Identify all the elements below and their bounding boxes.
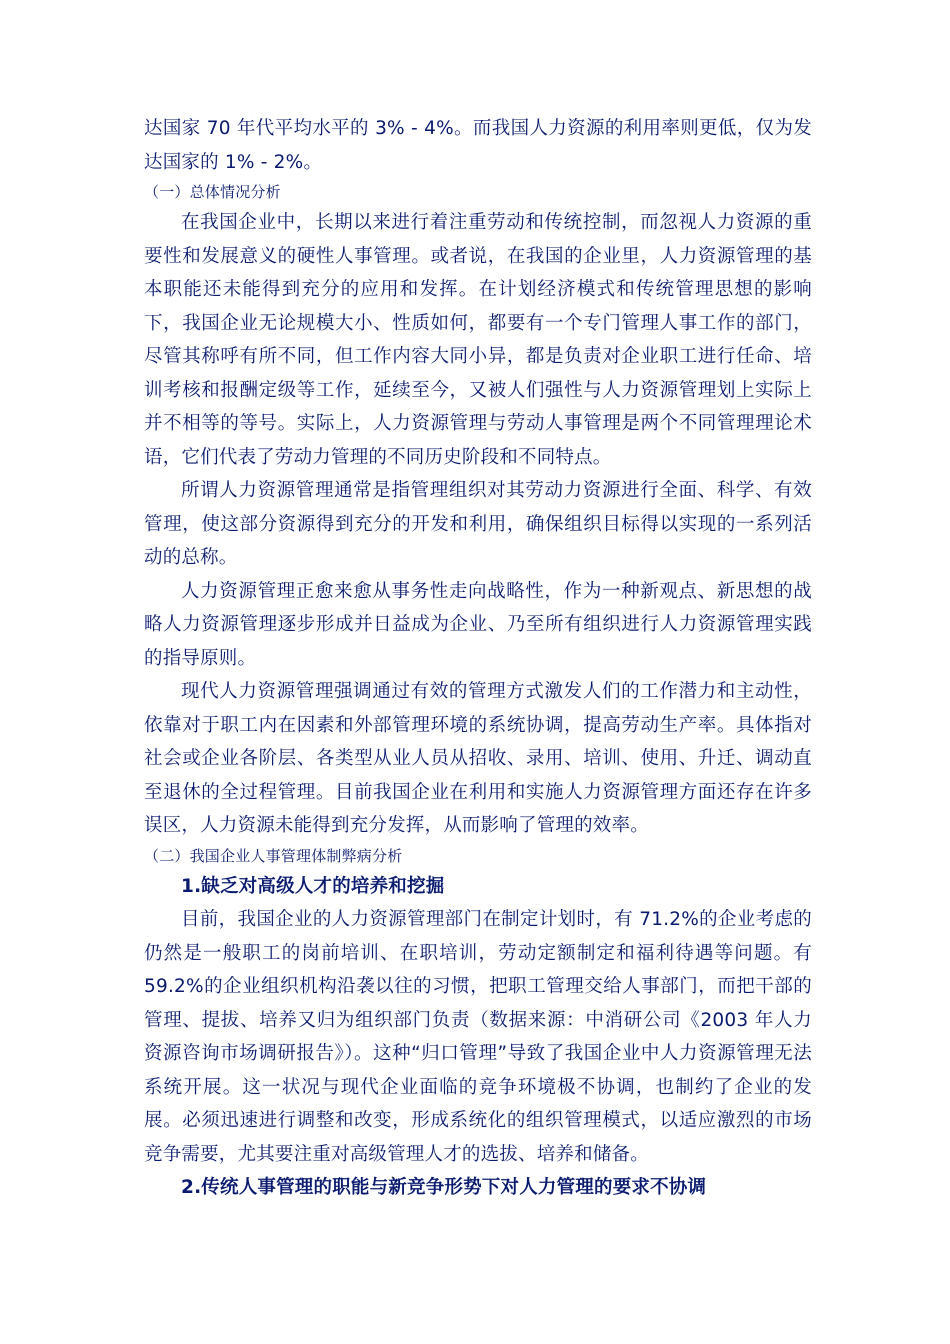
subheading-1: 1.缺乏对高级人才的培养和挖掘 bbox=[181, 875, 445, 897]
paragraph-5: 目前，我国企业的人力资源管理部门在制定计划时，有 71.2%的企业考虑的仍然是一般职工的岗前培训、在职培训，劳动定额制定和福利待遇等问题。有 59.2%的企业组织机构沿袭以往的习惯，把职工管理交给人事部门，而把干部的管理、提拔、培养又归为组织部门负责（数据来源：中消研公司《2003 年人力资源咨询市场调研报告》）。这种“归口管理”导致了我国企业中人力资源管理无法系统开展。这一状况与现代企业面临的竞争环境极不协调，也制约了企业的发展。必须迅速进行调整和改变，形成系统化的组织管理模式，以适应激烈的市场竞争需要，尤其要注重对高级管理人才的选拔、培养和储备。 bbox=[144, 909, 812, 1165]
paragraph-continuation: 达国家 70 年代平均水平的 3% - 4%。而我国人力资源的利用率则更低，仅为发达国家的 1% - 2%。 bbox=[144, 118, 812, 173]
paragraph-1: 在我国企业中，长期以来进行着注重劳动和传统控制，而忽视人力资源的重要性和发展意义的硬性人事管理。或者说，在我国的企业里，人力资源管理的基本职能还未能得到充分的应用和发挥。在计划经济模式和传统管理思想的影响下，我国企业无论规模大小、性质如何，都要有一个专门管理人事工作的部门，尽管其称呼有所不同，但工作内容大同小异，都是负责对企业职工进行任命、培训考核和报酬定级等工作，延续至今，又被人们强性与人力资源管理划上实际上并不相等的等号。实际上，人力资源管理与劳动人事管理是两个不同管理理论术语，它们代表了劳动力管理的不同历史阶段和不同特点。 bbox=[144, 212, 812, 468]
subheading-2: 2.传统人事管理的职能与新竞争形势下对人力管理的要求不协调 bbox=[181, 1177, 707, 1198]
paragraph-2: 所谓人力资源管理通常是指管理组织对其劳动力资源进行全面、科学、有效管理，使这部分资源得到充分的开发和利用，确保组织目标得以实现的一系列活动的总称。 bbox=[144, 480, 812, 568]
paragraph-4: 现代人力资源管理强调通过有效的管理方式激发人们的工作潜力和主动性，依靠对于职工内在因素和外部管理环境的系统协调，提高劳动生产率。具体指对社会或企业各阶层、各类型从业人员从招收、录用、培训、使用、升迁、调动直至退休的全过程管理。目前我国企业在利用和实施人力资源管理方面还存在许多误区，人力资源未能得到充分发挥，从而影响了管理的效率。 bbox=[144, 681, 812, 836]
paragraph-3: 人力资源管理正愈来愈从事务性走向战略性，作为一种新观点、新思想的战略人力资源管理逐步形成并日益成为企业、乃至所有组织进行人力资源管理实践的指导原则。 bbox=[144, 580, 812, 669]
document-page bbox=[144, 112, 812, 1205]
section-heading-2: （二）我国企业人事管理体制弊病分析 bbox=[144, 846, 403, 865]
section-heading-1: （一）总体情况分析 bbox=[144, 183, 281, 201]
